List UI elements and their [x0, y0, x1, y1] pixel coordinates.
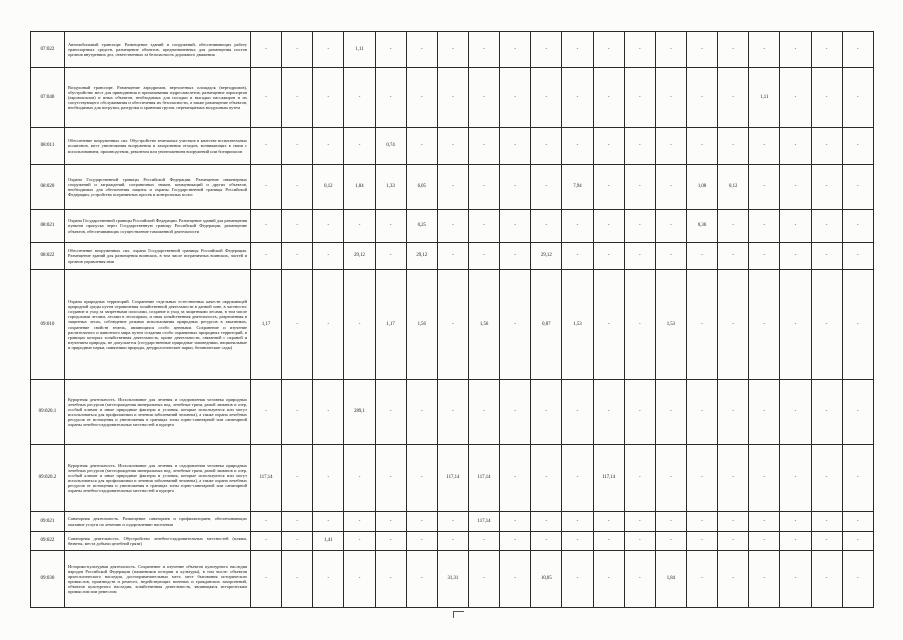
area-value-cell: -	[718, 128, 749, 165]
area-value-cell: -	[251, 380, 282, 445]
area-value-cell: -	[811, 32, 842, 68]
area-value-cell: -	[531, 128, 562, 165]
area-value-cell: -	[531, 210, 562, 243]
area-value-cell: -	[282, 445, 313, 512]
area-value-cell: -	[531, 32, 562, 68]
area-value-cell: -	[282, 270, 313, 380]
area-value-cell: -	[251, 243, 282, 270]
area-value-cell: -	[282, 243, 313, 270]
scan-corner-mark	[453, 611, 464, 618]
area-value-cell: -	[749, 243, 780, 270]
area-value-cell: -	[624, 380, 655, 445]
area-value-cell: -	[686, 532, 717, 551]
area-value-cell: -	[251, 551, 282, 608]
area-value-cell: -	[593, 270, 624, 380]
area-value-cell: -	[251, 68, 282, 128]
area-value-cell: 1,41	[313, 532, 344, 551]
area-value-cell: -	[842, 210, 873, 243]
area-value-cell: 31,31	[437, 551, 468, 608]
area-value-cell: 10,05	[531, 551, 562, 608]
area-value-cell: 1,17	[251, 270, 282, 380]
land-use-table	[30, 31, 874, 608]
area-value-cell: -	[282, 210, 313, 243]
land-use-code-cell: 08:011	[31, 128, 65, 165]
area-value-cell: -	[718, 380, 749, 445]
area-value-cell: -	[593, 551, 624, 608]
area-value-cell: -	[468, 243, 499, 270]
area-value-cell: -	[718, 243, 749, 270]
table-row	[31, 445, 874, 512]
area-value-cell: -	[624, 243, 655, 270]
area-value-cell: -	[655, 445, 686, 512]
land-use-code-cell: 07:022	[31, 32, 65, 68]
area-value-cell: -	[437, 128, 468, 165]
area-value-cell: -	[749, 512, 780, 532]
land-use-description-cell: Курортная деятельность. Использование для лечения и оздоровления человека природных лечебных ресурсов (месторождения минеральных вод, лечебные грязи, рапой лиманов и озер, особый климат и иные природные факторы и условия, которые используются или могут использоваться для профилактики и лечения заболеваний человека), а также охрана лечебных ресурсов от истощения и уничтожения в границах зоны горно-санитарной или санитарной охраны лечебно-оздоровительных местностей и курорта	[65, 445, 251, 512]
area-value-cell: -	[842, 270, 873, 380]
table-row	[31, 243, 874, 270]
area-value-cell: -	[375, 243, 406, 270]
area-value-cell: -	[406, 512, 437, 532]
land-use-description-cell: Санаторная деятельность. Обустройство лечебно-оздоровительных местностей (пляжи, бюветы, места добычи целебной грязи)	[65, 532, 251, 551]
land-use-code-cell: 09:020.1	[31, 380, 65, 445]
area-value-cell: -	[375, 32, 406, 68]
area-value-cell: -	[500, 165, 531, 210]
area-value-cell: -	[531, 165, 562, 210]
area-value-cell: -	[562, 551, 593, 608]
area-value-cell: -	[282, 532, 313, 551]
area-value-cell: 117,14	[251, 445, 282, 512]
area-value-cell: -	[842, 165, 873, 210]
area-value-cell: -	[500, 270, 531, 380]
area-value-cell: -	[344, 210, 375, 243]
area-value-cell: -	[718, 532, 749, 551]
area-value-cell: -	[375, 210, 406, 243]
area-value-cell: -	[313, 551, 344, 608]
area-value-cell: -	[500, 32, 531, 68]
area-value-cell: -	[562, 128, 593, 165]
area-value-cell: -	[282, 68, 313, 128]
area-value-cell: -	[842, 243, 873, 270]
area-value-cell: -	[437, 68, 468, 128]
area-value-cell: -	[686, 445, 717, 512]
table-row	[31, 68, 874, 128]
area-value-cell: -	[500, 380, 531, 445]
table-row	[31, 512, 874, 532]
area-value-cell: -	[437, 532, 468, 551]
land-use-code-cell: 09:021	[31, 512, 65, 532]
area-value-cell: 7,94	[562, 165, 593, 210]
land-use-description-cell: Воздушный транспорт. Размещение аэродромов, вертолетных площадок (вертодромов), обустройство мест для приводнения и причаливания гидросамолетов, размещение аэропортов (аэровокзалов) и иных объектов, необходимых для посадки и высадки пассажиров и их сопутствующего обслуживания и обеспечения их безопасности, а также размещение объектов, необходимых для погрузки, разгрузки и хранения грузов, перемещаемых воздушным путем	[65, 68, 251, 128]
area-value-cell: -	[406, 68, 437, 128]
area-value-cell: -	[811, 532, 842, 551]
area-value-cell: -	[282, 32, 313, 68]
area-value-cell: -	[780, 210, 811, 243]
area-value-cell: 117,14	[593, 445, 624, 512]
area-value-cell: 0,74	[375, 128, 406, 165]
area-value-cell: -	[780, 243, 811, 270]
area-value-cell: -	[780, 551, 811, 608]
area-value-cell: -	[531, 380, 562, 445]
area-value-cell: -	[437, 243, 468, 270]
area-value-cell: -	[344, 445, 375, 512]
area-value-cell: -	[251, 210, 282, 243]
area-value-cell: 6,05	[406, 165, 437, 210]
land-use-description-cell: Историко-культурная деятельность. Сохранение и изучение объектов культурного наследия народов Российской Федерации (памятников истории и культуры), в том числе: объектов археологического наследия, достопримечательных мест, мест бытования исторических промыслов, производств и ремесел, недействующих военных и гражданских захоронений, объектов культурного наследия, хозяйственная деятельность, являющаяся историческим промыслом или ремеслом	[65, 551, 251, 608]
area-value-cell: -	[655, 165, 686, 210]
area-value-cell: -	[344, 551, 375, 608]
area-value-cell: -	[500, 551, 531, 608]
area-value-cell: 1,56	[468, 270, 499, 380]
area-value-cell: -	[749, 270, 780, 380]
area-value-cell: 0,25	[406, 210, 437, 243]
area-value-cell: 0,87	[531, 270, 562, 380]
area-value-cell: -	[344, 512, 375, 532]
area-value-cell: -	[437, 512, 468, 532]
area-value-cell: -	[282, 380, 313, 445]
area-value-cell: -	[655, 32, 686, 68]
land-use-description-cell: Охрана Государственной границы Российской Федерации. Размещение зданий для размещения пунктов пропуска через Государственную границу Российской Федерации, размещение объектов, обеспечивающих осуществление таможенной деятельности	[65, 210, 251, 243]
area-value-cell: 1,56	[406, 270, 437, 380]
area-value-cell: -	[531, 512, 562, 532]
area-value-cell: -	[749, 380, 780, 445]
area-value-cell: -	[686, 32, 717, 68]
area-value-cell: -	[624, 551, 655, 608]
area-value-cell: -	[468, 165, 499, 210]
area-value-cell: 117,14	[437, 445, 468, 512]
area-value-cell: -	[251, 128, 282, 165]
area-value-cell: -	[593, 165, 624, 210]
area-value-cell: -	[344, 270, 375, 380]
table-row	[31, 165, 874, 210]
area-value-cell: -	[624, 128, 655, 165]
land-use-description-cell: Автомобильный транспорт. Размещение зданий и сооружений, обеспечивающих работу транспортных средств, размещение объектов, предназначенных для размещения постов органов внутренних дел, ответственных за безопасность дорожного движения	[65, 32, 251, 68]
land-use-code-cell: 09:022	[31, 532, 65, 551]
land-use-code-cell: 08:021	[31, 210, 65, 243]
area-value-cell: -	[282, 551, 313, 608]
area-value-cell: -	[686, 512, 717, 532]
area-value-cell: 1,84	[344, 165, 375, 210]
area-value-cell: -	[718, 32, 749, 68]
area-value-cell: -	[344, 532, 375, 551]
land-use-code-cell: 08:020	[31, 165, 65, 210]
land-use-code-cell: 09:010	[31, 270, 65, 380]
area-value-cell: -	[749, 532, 780, 551]
table-row	[31, 210, 874, 243]
area-value-cell: -	[749, 210, 780, 243]
area-value-cell: -	[780, 512, 811, 532]
area-value-cell: -	[406, 380, 437, 445]
area-value-cell: -	[313, 243, 344, 270]
area-value-cell: 29,12	[531, 243, 562, 270]
area-value-cell: -	[437, 32, 468, 68]
area-value-cell: -	[313, 68, 344, 128]
area-value-cell: -	[313, 445, 344, 512]
area-value-cell: 1,53	[562, 270, 593, 380]
area-value-cell: -	[780, 380, 811, 445]
area-value-cell: 29,12	[406, 243, 437, 270]
area-value-cell: -	[562, 512, 593, 532]
area-value-cell: -	[468, 32, 499, 68]
table-row	[31, 32, 874, 68]
area-value-cell: -	[251, 512, 282, 532]
area-value-cell: -	[655, 380, 686, 445]
area-value-cell: -	[655, 68, 686, 128]
area-value-cell: -	[842, 532, 873, 551]
area-value-cell: -	[251, 532, 282, 551]
area-value-cell: -	[718, 68, 749, 128]
area-value-cell: -	[437, 210, 468, 243]
area-value-cell: -	[749, 445, 780, 512]
area-value-cell: -	[811, 165, 842, 210]
area-value-cell: -	[562, 243, 593, 270]
area-value-cell: -	[780, 68, 811, 128]
area-value-cell: 117,14	[468, 445, 499, 512]
area-value-cell: -	[562, 445, 593, 512]
area-value-cell: -	[468, 551, 499, 608]
area-value-cell: 117,14	[468, 512, 499, 532]
area-value-cell: -	[655, 128, 686, 165]
area-value-cell: -	[406, 128, 437, 165]
area-value-cell: -	[842, 512, 873, 532]
area-value-cell: -	[842, 128, 873, 165]
area-value-cell: -	[593, 128, 624, 165]
area-value-cell: -	[562, 32, 593, 68]
area-value-cell: -	[375, 445, 406, 512]
land-use-code-cell: 09:020.2	[31, 445, 65, 512]
area-value-cell: -	[468, 210, 499, 243]
area-value-cell: -	[500, 210, 531, 243]
area-value-cell: 1,17	[375, 270, 406, 380]
area-value-cell: -	[780, 445, 811, 512]
area-value-cell: -	[500, 532, 531, 551]
area-value-cell: -	[624, 532, 655, 551]
area-value-cell: -	[655, 512, 686, 532]
land-use-code-cell: 08:022	[31, 243, 65, 270]
area-value-cell: -	[842, 445, 873, 512]
area-value-cell: -	[686, 68, 717, 128]
area-value-cell: -	[811, 512, 842, 532]
area-value-cell: -	[531, 532, 562, 551]
area-value-cell: 0,12	[313, 165, 344, 210]
area-value-cell: -	[811, 68, 842, 128]
area-value-cell: -	[313, 210, 344, 243]
area-value-cell: -	[686, 270, 717, 380]
area-value-cell: -	[718, 445, 749, 512]
area-value-cell: -	[406, 32, 437, 68]
area-value-cell: 0,12	[718, 165, 749, 210]
area-value-cell: -	[406, 551, 437, 608]
area-value-cell: -	[593, 210, 624, 243]
area-value-cell: -	[282, 512, 313, 532]
area-value-cell: -	[375, 551, 406, 608]
area-value-cell: -	[500, 243, 531, 270]
land-use-description-cell: Обеспечение вооруженных сил, охрана Государственной границы Российской Федерации. Размещение зданий для размещения воинских, в том числе пограничных воинских, частей и органов управления ими	[65, 243, 251, 270]
land-use-description-cell: Санаторная деятельность. Размещение санаториев и профилакториев, обеспечивающих оказание услуги по лечению и оздоровлению населения	[65, 512, 251, 532]
area-value-cell: -	[811, 380, 842, 445]
area-value-cell: -	[686, 380, 717, 445]
area-value-cell: -	[313, 128, 344, 165]
area-value-cell: -	[718, 210, 749, 243]
area-value-cell: -	[500, 512, 531, 532]
area-value-cell: -	[468, 380, 499, 445]
area-value-cell: -	[375, 512, 406, 532]
area-value-cell: -	[313, 380, 344, 445]
area-value-cell: -	[531, 68, 562, 128]
area-value-cell: -	[780, 270, 811, 380]
area-value-cell: -	[562, 210, 593, 243]
area-value-cell: -	[624, 512, 655, 532]
area-value-cell: 1,11	[344, 32, 375, 68]
land-use-description-cell: Охрана природных территорий. Сохранение отдельных естественных качеств окружающей природной среды путем ограничения хозяйственной деятельности в данной зоне, в частности: создание и уход за запретными полосами, создание и уход за защитными лесами, в том числе городскими лесами, лесами в лесопарках, и иная хозяйственная деятельность, разрешенная в защитных лесах, соблюдение режима использования природных ресурсов в заказниках, сохранение свойств земель, являющихся особо ценными. Сохранение и изучение растительного и животного мира путем создания особо охраняемых природных территорий, в границах которых хозяйственная деятельность, кроме деятельности, связанной с охраной и изучением природы, не допускается (государственные природные заповедники, национальные и природные парки, памятники природы, дендрологические парки, ботанические сады)	[65, 270, 251, 380]
area-value-cell: -	[282, 165, 313, 210]
area-value-cell: -	[811, 551, 842, 608]
area-value-cell: -	[406, 532, 437, 551]
area-value-cell: -	[562, 380, 593, 445]
area-value-cell: -	[500, 128, 531, 165]
area-value-cell: 289,1	[344, 380, 375, 445]
area-value-cell: -	[780, 32, 811, 68]
area-value-cell: -	[749, 128, 780, 165]
area-value-cell: -	[437, 165, 468, 210]
area-value-cell: -	[624, 32, 655, 68]
area-value-cell: -	[468, 532, 499, 551]
area-value-cell: -	[686, 128, 717, 165]
area-value-cell: -	[375, 68, 406, 128]
area-value-cell: -	[718, 512, 749, 532]
area-value-cell: -	[375, 532, 406, 551]
area-value-cell: -	[811, 243, 842, 270]
land-use-description-cell: Охрана Государственной границы Российской Федерации. Размещение инженерных сооружений и заграждений, пограничных знаков, коммуникаций и других объектов, необходимых для обеспечения защиты и охраны Государственной границы Российской Федерации, устройство пограничных просек и контрольных полос	[65, 165, 251, 210]
area-value-cell: -	[686, 243, 717, 270]
area-value-cell: -	[437, 270, 468, 380]
table-row	[31, 532, 874, 551]
area-value-cell: -	[811, 270, 842, 380]
area-value-cell: -	[780, 128, 811, 165]
area-value-cell: -	[500, 445, 531, 512]
area-value-cell: -	[593, 532, 624, 551]
area-value-cell: -	[593, 380, 624, 445]
area-value-cell: -	[624, 165, 655, 210]
area-value-cell: 1,33	[375, 165, 406, 210]
area-value-cell: -	[780, 165, 811, 210]
area-value-cell: -	[468, 128, 499, 165]
area-value-cell: -	[375, 380, 406, 445]
area-value-cell: -	[593, 68, 624, 128]
area-value-cell: -	[562, 68, 593, 128]
area-value-cell: -	[749, 551, 780, 608]
area-value-cell: -	[718, 270, 749, 380]
area-value-cell: -	[313, 270, 344, 380]
area-value-cell: -	[251, 165, 282, 210]
area-value-cell: -	[282, 128, 313, 165]
area-value-cell: -	[842, 32, 873, 68]
area-value-cell: -	[593, 243, 624, 270]
area-value-cell: -	[562, 532, 593, 551]
area-value-cell: -	[313, 32, 344, 68]
area-value-cell: -	[749, 32, 780, 68]
land-use-code-cell: 07:040	[31, 68, 65, 128]
area-value-cell: -	[655, 243, 686, 270]
area-value-cell: -	[811, 445, 842, 512]
land-use-description-cell: Обеспечение вооруженных сил. Обустройство земельных участков в качестве испытательных полигонов, мест уничтожения вооружения и захоронения отходов, возникающих в связи с использованием, производством, ремонтом или уничтожением вооружений или боеприпасов	[65, 128, 251, 165]
area-value-cell: 1,53	[655, 270, 686, 380]
area-value-cell: 1,84	[655, 551, 686, 608]
area-value-cell: -	[842, 551, 873, 608]
table-row	[31, 551, 874, 608]
area-value-cell: 1,08	[686, 165, 717, 210]
area-value-cell: -	[624, 270, 655, 380]
land-use-description-cell: Курортная деятельность. Использование для лечения и оздоровления человека природных лечебных ресурсов (месторождения минеральных вод, лечебные грязи, рапой лиманов и озер, особый климат и иные природные факторы и условия, которые используются или могут использоваться для профилактики и лечения заболеваний человека), а также охрана лечебных ресурсов от истощения и уничтожения в границах зоны горно-санитарной или санитарной охраны лечебно-оздоровительных местностей и курорта	[65, 380, 251, 445]
area-value-cell: -	[593, 32, 624, 68]
area-value-cell: -	[468, 68, 499, 128]
land-use-code-cell: 09:030	[31, 551, 65, 608]
area-value-cell: -	[500, 68, 531, 128]
area-value-cell: -	[780, 532, 811, 551]
area-value-cell: -	[842, 68, 873, 128]
table-row	[31, 380, 874, 445]
land-use-table-body	[31, 32, 874, 608]
area-value-cell: -	[655, 210, 686, 243]
area-value-cell: -	[531, 445, 562, 512]
area-value-cell: -	[313, 512, 344, 532]
area-value-cell: 1,11	[749, 68, 780, 128]
area-value-cell: -	[624, 68, 655, 128]
area-value-cell: 29,12	[344, 243, 375, 270]
area-value-cell: -	[593, 512, 624, 532]
area-value-cell: -	[718, 551, 749, 608]
area-value-cell: -	[842, 380, 873, 445]
area-value-cell: -	[344, 68, 375, 128]
area-value-cell: -	[344, 128, 375, 165]
area-value-cell: -	[251, 32, 282, 68]
area-value-cell: -	[406, 445, 437, 512]
table-row	[31, 270, 874, 380]
area-value-cell: -	[624, 210, 655, 243]
area-value-cell: 0,36	[686, 210, 717, 243]
area-value-cell: -	[686, 551, 717, 608]
area-value-cell: -	[655, 532, 686, 551]
area-value-cell: -	[624, 445, 655, 512]
area-value-cell: -	[811, 210, 842, 243]
table-row	[31, 128, 874, 165]
area-value-cell: -	[437, 380, 468, 445]
area-value-cell: -	[811, 128, 842, 165]
area-value-cell: -	[749, 165, 780, 210]
